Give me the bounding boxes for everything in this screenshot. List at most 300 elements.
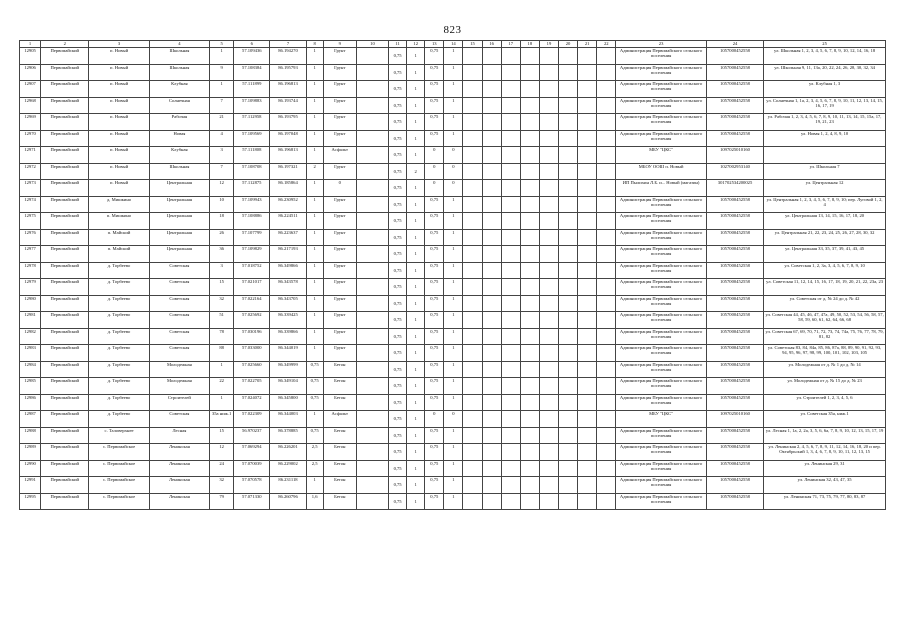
empty-cell [539,114,558,131]
table-row [20,81,886,98]
empty-cell [559,427,578,444]
id-cell: 12905 [20,48,41,65]
empty-cell [356,114,388,131]
id-cell: 12990 [20,460,41,477]
area-cell: 1 [306,411,323,428]
empty-cell [578,477,597,494]
quantity-cell: 1 [444,295,463,312]
latitude-cell: 57.018752 [234,262,270,279]
id-cell: 12988 [20,427,41,444]
empty-cell [578,328,597,345]
empty-cell [482,378,501,395]
street-cell: Центральная [149,213,209,230]
count-cell: 1 [407,295,425,312]
house-cell: 9 [210,64,234,81]
district-cell: Первомайский [41,477,89,494]
empty-cell [356,163,388,180]
ogrn-cell: 1057000452558 [706,328,763,345]
empty-cell [482,427,501,444]
settlement-cell: с. Первомайское [89,444,149,461]
house-cell: 7 [210,97,234,114]
address-cell: ул. Советская 44, 45, 46, 47, 47а, 49, 50, 52, 53, 54, 56, 58, 57, 58, 59, 60, 61, 62, 64, 66, 68 [764,312,886,329]
empty-cell [482,48,501,65]
volume-cell: 0,75 [425,48,444,65]
house-cell: 3 [210,262,234,279]
empty-cell [578,114,597,131]
street-cell: Школьная [149,163,209,180]
surface-cell: Грунт [323,279,356,296]
empty-cell [482,361,501,378]
longitude-cell: 86.349999 [270,361,306,378]
empty-cell [520,427,539,444]
containers-cell: 0,75 [389,493,407,510]
empty-cell [520,48,539,65]
quantity-cell: 1 [444,279,463,296]
containers-cell: 0,75 [389,361,407,378]
empty-cell [559,477,578,494]
settlement-cell: с. Первомайское [89,477,149,494]
empty-cell [501,328,520,345]
empty-cell [539,97,558,114]
quantity-cell: 1 [444,246,463,263]
count-cell: 1 [407,97,425,114]
surface-cell: Грунт [323,64,356,81]
owner-cell: МБОУ ООШ п. Новый [616,163,707,180]
id-cell: 12968 [20,97,41,114]
quantity-cell: 1 [444,229,463,246]
id-cell: 12984 [20,361,41,378]
house-cell: 1 [210,81,234,98]
empty-cell [520,147,539,164]
empty-cell [501,444,520,461]
header-cell-3: 3 [89,41,149,48]
id-cell: 12906 [20,64,41,81]
empty-cell [482,394,501,411]
owner-cell: Администрация Первомайского сельского поселения [616,262,707,279]
header-cell-18: 18 [520,41,539,48]
house-cell: 35а ниж.1 [210,411,234,428]
empty-cell [501,493,520,510]
empty-cell [578,295,597,312]
district-cell: Первомайский [41,48,89,65]
empty-cell [463,147,482,164]
containers-cell: 0,75 [389,163,407,180]
empty-cell [578,361,597,378]
empty-cell [520,460,539,477]
id-cell: 12985 [20,378,41,395]
district-cell: Первомайский [41,196,89,213]
latitude-cell: 57.021017 [234,279,270,296]
count-cell: 1 [407,246,425,263]
empty-cell [356,246,388,263]
ogrn-cell: 1057000452558 [706,295,763,312]
latitude-cell: 57.024072 [234,394,270,411]
area-cell: 1 [306,130,323,147]
empty-cell [356,213,388,230]
surface-cell: Бетон [323,493,356,510]
containers-cell: 0,75 [389,427,407,444]
id-cell: 12981 [20,312,41,329]
district-cell: Первомайский [41,460,89,477]
empty-cell [501,394,520,411]
count-cell: 1 [407,312,425,329]
count-cell: 1 [407,279,425,296]
area-cell: 1 [306,196,323,213]
empty-cell [578,378,597,395]
settlement-cell: п. Мишкино [89,213,149,230]
empty-cell [559,246,578,263]
containers-cell: 0,75 [389,262,407,279]
owner-cell: Администрация Первомайского сельского поселения [616,97,707,114]
empty-cell [559,361,578,378]
empty-cell [539,427,558,444]
latitude-cell: 57.022705 [234,378,270,395]
ogrn-cell: 1057000452558 [706,64,763,81]
empty-cell [559,97,578,114]
longitude-cell: 86.339425 [270,312,306,329]
empty-cell [482,345,501,362]
id-cell: 12907 [20,81,41,98]
area-cell: 0,75 [306,378,323,395]
volume-cell: 0,75 [425,394,444,411]
longitude-cell: 86.196813 [270,147,306,164]
settlement-cell: п. Новый [89,163,149,180]
latitude-cell: 57.109883 [234,97,270,114]
empty-cell [597,279,616,296]
table-row [20,394,886,411]
table-row [20,460,886,477]
id-cell: 12980 [20,295,41,312]
empty-cell [356,130,388,147]
surface-cell: Грунт [323,295,356,312]
area-cell: 1 [306,229,323,246]
surface-cell: Грунт [323,345,356,362]
empty-cell [501,213,520,230]
quantity-cell: 1 [444,213,463,230]
empty-cell [539,229,558,246]
table-row [20,427,886,444]
street-cell: Клубная [149,81,209,98]
empty-cell [539,477,558,494]
address-cell: ул. Строителей 1, 2, 3, 4, 5, 6 [764,394,886,411]
district-cell: Первомайский [41,427,89,444]
empty-cell [597,229,616,246]
ogrn-cell: 1057000452558 [706,229,763,246]
empty-cell [463,328,482,345]
table-row [20,213,886,230]
empty-cell [482,213,501,230]
latitude-cell: 57.108886 [234,213,270,230]
street-cell: Молодежная [149,378,209,395]
latitude-cell: 56.970237 [234,427,270,444]
district-cell: Первомайский [41,279,89,296]
longitude-cell: 86.230952 [270,196,306,213]
empty-cell [501,48,520,65]
surface-cell: Грунт [323,130,356,147]
empty-cell [356,295,388,312]
empty-cell [578,196,597,213]
header-cell-12: 12 [407,41,425,48]
settlement-cell: д. Торбеево [89,345,149,362]
containers-cell: 0,75 [389,328,407,345]
empty-cell [520,180,539,197]
empty-cell [597,477,616,494]
empty-cell [559,180,578,197]
house-cell: 4 [210,130,234,147]
header-cell-11: 11 [389,41,407,48]
header-cell-25: 25 [764,41,886,48]
empty-cell [501,460,520,477]
district-cell: Первомайский [41,312,89,329]
surface-cell: Бетон [323,427,356,444]
address-cell: ул. Ленинская 32, 43, 47, 35 [764,477,886,494]
settlement-cell: д. Торбеево [89,328,149,345]
empty-cell [578,427,597,444]
settlement-cell: п. Новый [89,180,149,197]
empty-cell [356,394,388,411]
ogrn-cell: 1057000452558 [706,361,763,378]
area-cell: 2 [306,163,323,180]
empty-cell [597,328,616,345]
latitude-cell: 57.030196 [234,328,270,345]
address-cell: ул. Ленинская 71, 73, 75, 79, 77, 80, 83, 87 [764,493,886,510]
owner-cell: Администрация Первомайского сельского поселения [616,378,707,395]
empty-cell [559,81,578,98]
count-cell: 1 [407,229,425,246]
owner-cell: Администрация Первомайского сельского поселения [616,312,707,329]
latitude-cell: 57.109569 [234,130,270,147]
id-cell: 12995 [20,493,41,510]
longitude-cell: 86.185864 [270,180,306,197]
volume-cell: 0,75 [425,295,444,312]
latitude-cell: 57.108384 [234,64,270,81]
address-cell: ул. Школьная 1, 2, 3, 4, 5, 6, 7, 8, 9, 10, 12, 14, 16, 18 [764,48,886,65]
header-cell-20: 20 [559,41,578,48]
empty-cell [482,114,501,131]
quantity-cell: 0 [444,147,463,164]
surface-cell: Грунт [323,312,356,329]
empty-cell [539,295,558,312]
empty-cell [520,213,539,230]
empty-cell [356,427,388,444]
owner-cell: Администрация Первомайского сельского поселения [616,130,707,147]
empty-cell [463,97,482,114]
ogrn-cell: 1057000452558 [706,213,763,230]
empty-cell [463,81,482,98]
empty-cell [578,229,597,246]
surface-cell: Бетон [323,361,356,378]
empty-cell [520,163,539,180]
longitude-cell: 86.349866 [270,262,306,279]
id-cell: 12971 [20,147,41,164]
containers-cell: 0,75 [389,64,407,81]
house-cell: 18 [210,213,234,230]
settlement-cell: п. Новый [89,114,149,131]
containers-cell: 0,75 [389,196,407,213]
volume-cell: 0,75 [425,81,444,98]
table-row [20,477,886,494]
empty-cell [597,48,616,65]
surface-cell: Грунт [323,246,356,263]
ogrn-cell: 1057000452558 [706,262,763,279]
empty-cell [559,64,578,81]
settlement-cell: п. Новый [89,130,149,147]
header-cell-23: 23 [616,41,707,48]
address-cell: ул. Молодежная от д. № 1 до д. № 14 [764,361,886,378]
empty-cell [463,477,482,494]
empty-cell [539,213,558,230]
surface-cell: Грунт [323,262,356,279]
district-cell: Первомайский [41,180,89,197]
longitude-cell: 86.217193 [270,246,306,263]
empty-cell [578,64,597,81]
quantity-cell: 1 [444,345,463,362]
id-cell: 12987 [20,411,41,428]
address-cell: ул. Солнечная 1, 1а, 2, 3, 4, 5, 6, 7, 8, 9, 10, 11, 12, 13, 14, 15, 16, 17, 19 [764,97,886,114]
empty-cell [482,444,501,461]
surface-cell: Грунт [323,114,356,131]
empty-cell [539,361,558,378]
district-cell: Первомайский [41,394,89,411]
empty-cell [578,97,597,114]
empty-cell [482,81,501,98]
empty-cell [539,196,558,213]
longitude-cell: 86.344003 [270,411,306,428]
empty-cell [501,81,520,98]
table-row [20,279,886,296]
header-cell-13: 13 [425,41,444,48]
empty-cell [597,196,616,213]
empty-cell [597,427,616,444]
empty-cell [597,394,616,411]
quantity-cell: 1 [444,130,463,147]
count-cell: 1 [407,81,425,98]
empty-cell [501,130,520,147]
empty-cell [539,460,558,477]
ogrn-cell: 1097025010160 [706,411,763,428]
id-cell: 12983 [20,345,41,362]
house-cell: 1 [210,361,234,378]
ogrn-cell: 1057000452558 [706,477,763,494]
empty-cell [597,64,616,81]
surface-cell: Грунт [323,163,356,180]
surface-cell: Бетон [323,444,356,461]
volume-cell: 0,75 [425,114,444,131]
address-cell: ул. Школьная 7 [764,163,886,180]
street-cell: Ленинская [149,460,209,477]
empty-cell [559,279,578,296]
area-cell: 1 [306,64,323,81]
surface-cell: Грунт [323,213,356,230]
empty-cell [356,196,388,213]
count-cell: 1 [407,477,425,494]
empty-cell [578,213,597,230]
house-cell: 22 [210,378,234,395]
table-row [20,411,886,428]
count-cell: 1 [407,114,425,131]
count-cell: 1 [407,493,425,510]
owner-cell: Администрация Первомайского сельского поселения [616,460,707,477]
street-cell: Рабочая [149,114,209,131]
empty-cell [578,312,597,329]
table-row [20,196,886,213]
ogrn-cell: 1057000452558 [706,378,763,395]
owner-cell: МБУ "ЦКС" [616,411,707,428]
quantity-cell: 1 [444,444,463,461]
street-cell: Солнечная [149,97,209,114]
empty-cell [463,444,482,461]
empty-cell [501,180,520,197]
empty-cell [578,394,597,411]
ogrn-cell: 1097025010160 [706,147,763,164]
address-cell: ул. Рабочая 1, 2, 3, 4, 5, 6, 7, 8, 9, 10, 11, 13, 14, 15, 15а, 17, 19, 21, 23 [764,114,886,131]
volume-cell: 0 [425,180,444,197]
settlement-cell: п. Новый [89,48,149,65]
empty-cell [559,378,578,395]
quantity-cell: 1 [444,262,463,279]
header-cell-7: 7 [270,41,306,48]
area-cell: 1 [306,81,323,98]
empty-cell [356,229,388,246]
volume-cell: 0,75 [425,427,444,444]
empty-cell [539,312,558,329]
district-cell: Первомайский [41,444,89,461]
area-cell: 1 [306,147,323,164]
id-cell: 12991 [20,477,41,494]
empty-cell [520,328,539,345]
owner-cell: Администрация Первомайского сельского поселения [616,246,707,263]
empty-cell [501,378,520,395]
count-cell: 1 [407,147,425,164]
surface-cell: Асфальт [323,147,356,164]
id-cell: 12986 [20,394,41,411]
containers-cell: 0,75 [389,229,407,246]
empty-cell [463,279,482,296]
table-row [20,97,886,114]
area-cell: 1 [306,262,323,279]
empty-cell [482,147,501,164]
address-cell: ул. Советская 35а, ниж.1 [764,411,886,428]
empty-cell [356,180,388,197]
containers-cell: 0,75 [389,444,407,461]
empty-cell [559,493,578,510]
empty-cell [501,229,520,246]
district-cell: Первомайский [41,114,89,131]
empty-cell [463,460,482,477]
latitude-cell: 57.107799 [234,229,270,246]
volume-cell: 0,75 [425,196,444,213]
latitude-cell: 57.025660 [234,361,270,378]
empty-cell [501,246,520,263]
empty-cell [559,312,578,329]
district-cell: Первомайский [41,147,89,164]
table-row [20,180,886,197]
settlement-cell: п. Майский [89,229,149,246]
ogrn-cell: 1057000452558 [706,114,763,131]
header-cell-10: 10 [356,41,388,48]
volume-cell: 0,75 [425,64,444,81]
empty-cell [463,295,482,312]
latitude-cell: 57.022309 [234,411,270,428]
longitude-cell: 86.226201 [270,444,306,461]
district-cell: Первомайский [41,262,89,279]
street-cell: Советская [149,279,209,296]
empty-cell [539,64,558,81]
street-cell: Ленинская [149,493,209,510]
volume-cell: 0,75 [425,345,444,362]
empty-cell [539,279,558,296]
empty-cell [578,48,597,65]
